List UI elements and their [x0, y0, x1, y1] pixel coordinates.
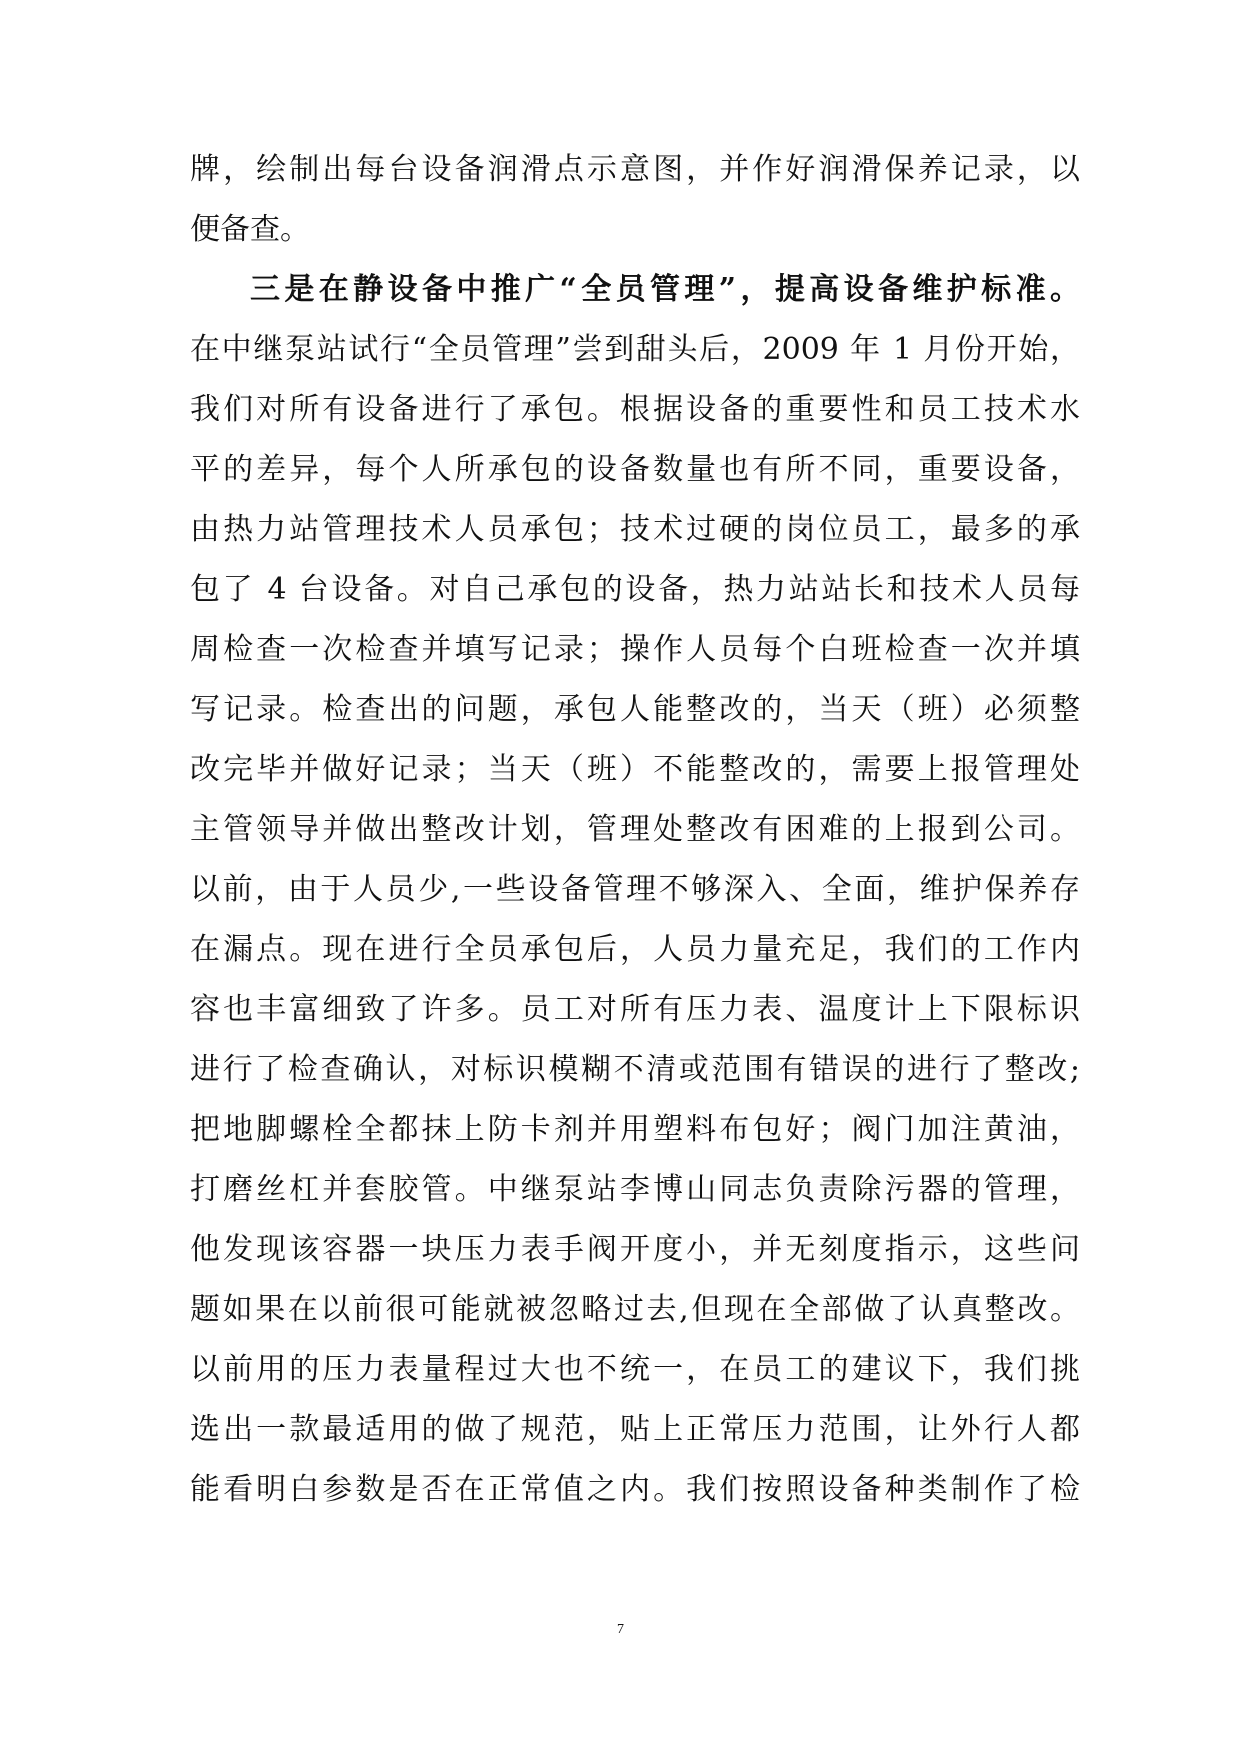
text-line: 题如果在以前很可能就被忽略过去,但现在全部做了认真整改。 — [190, 1292, 1080, 1327]
text-line: 以前，由于人员少,一些设备管理不够深入、全面，维护保养存 — [190, 872, 1080, 907]
text-line: 牌，绘制出每台设备润滑点示意图，并作好润滑保养记录，以 — [190, 152, 1080, 187]
page-number: 7 — [617, 1622, 624, 1637]
text-line: 包了 4 台设备。对自己承包的设备，热力站站长和技术人员每 — [190, 572, 1080, 607]
text-line: 容也丰富细致了许多。员工对所有压力表、温度计上下限标识 — [190, 992, 1080, 1027]
text-line: 以前用的压力表量程过大也不统一，在员工的建议下，我们挑 — [190, 1352, 1080, 1387]
text-line: 他发现该容器一块压力表手阀开度小，并无刻度指示，这些问 — [190, 1232, 1080, 1267]
text-line: 打磨丝杠并套胶管。中继泵站李博山同志负责除污器的管理， — [190, 1172, 1080, 1207]
text-line: 我们对所有设备进行了承包。根据设备的重要性和员工技术水 — [190, 392, 1080, 427]
text-line: 选出一款最适用的做了规范，贴上正常压力范围，让外行人都 — [190, 1412, 1080, 1447]
text-line: 周检查一次检查并填写记录；操作人员每个白班检查一次并填 — [190, 632, 1080, 667]
text-line: 能看明白参数是否在正常值之内。我们按照设备种类制作了检 — [190, 1472, 1080, 1507]
text-line: 由热力站管理技术人员承包；技术过硬的岗位员工，最多的承 — [190, 512, 1080, 547]
text-line: 在漏点。现在进行全员承包后，人员力量充足，我们的工作内 — [190, 932, 1080, 967]
text-line: 便备查。 — [190, 212, 310, 247]
text-line: 进行了检查确认，对标识模糊不清或范围有错误的进行了整改; — [190, 1052, 1080, 1087]
text-line: 把地脚螺栓全都抹上防卡剂并用塑料布包好；阀门加注黄油， — [190, 1112, 1080, 1147]
text-line: 在中继泵站试行“全员管理”尝到甜头后，2009 年 1 月份开始， — [190, 332, 1080, 367]
text-line: 平的差异，每个人所承包的设备数量也有所不同，重要设备， — [190, 452, 1080, 487]
text-line: 改完毕并做好记录；当天（班）不能整改的，需要上报管理处 — [190, 752, 1080, 787]
text-line: 主管领导并做出整改计划，管理处整改有困难的上报到公司。 — [190, 812, 1080, 847]
section-heading: 三是在静设备中推广“全员管理”，提高设备维护标准。 — [250, 272, 1080, 307]
text-line: 写记录。检查出的问题，承包人能整改的，当天（班）必须整 — [190, 692, 1080, 727]
